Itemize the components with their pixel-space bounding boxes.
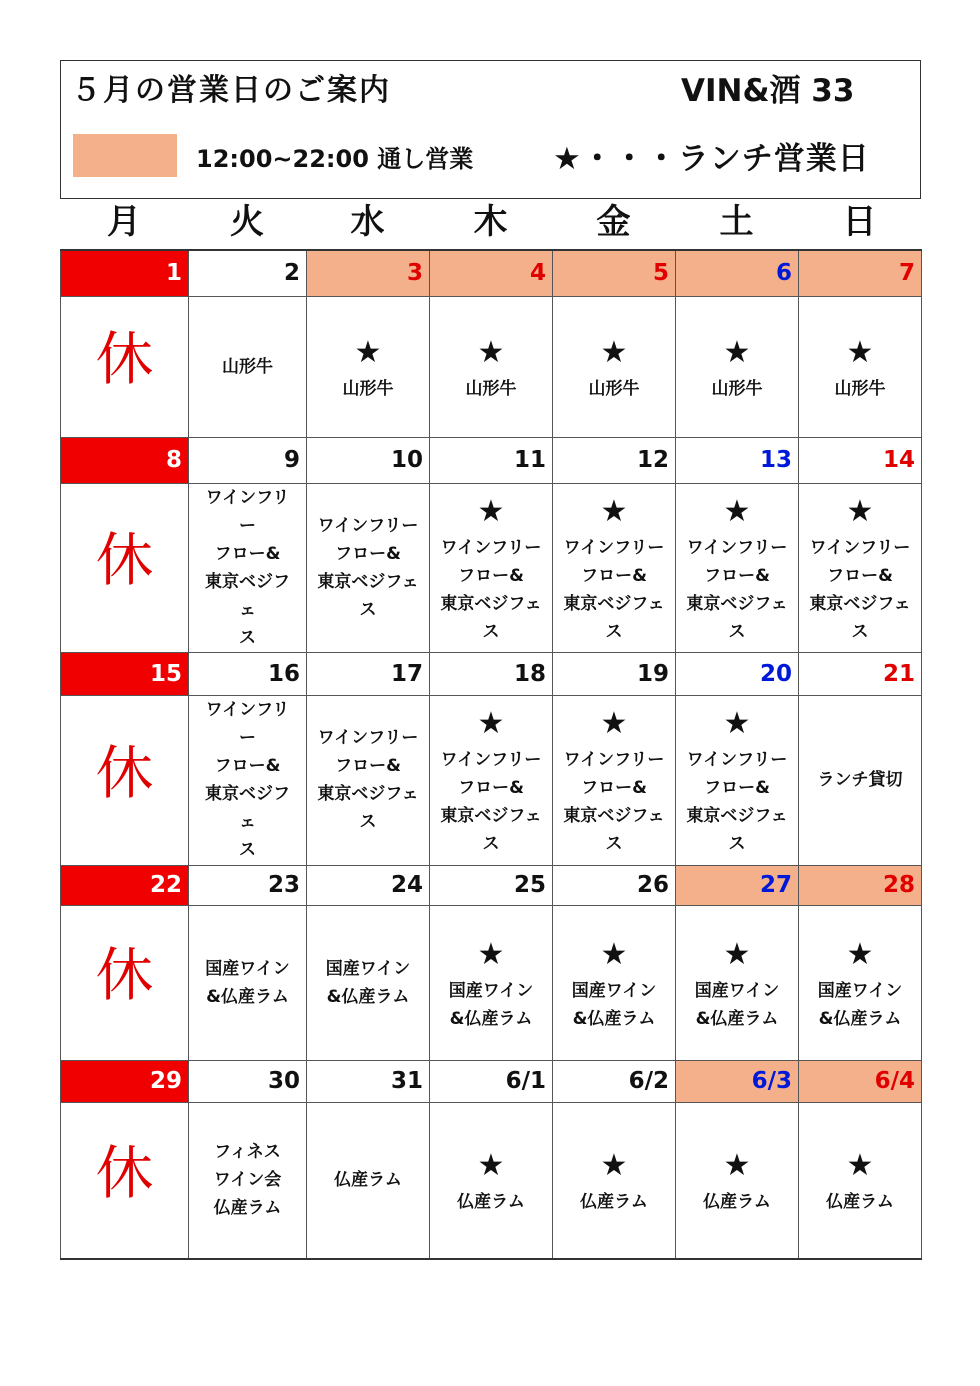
event-text: ス — [239, 627, 256, 648]
event-cell — [799, 905, 922, 1060]
event-text: 国産ワイン — [205, 958, 290, 979]
closed-mark: 休 — [95, 1138, 154, 1207]
event-text: フロー& — [458, 778, 524, 798]
star-icon: ★ — [600, 1148, 628, 1184]
event-text: ワインフリー — [317, 728, 419, 748]
closed-mark: 休 — [95, 941, 154, 1009]
event-text: 東京ベジフェ — [563, 593, 665, 614]
date-cell: 26 — [553, 865, 676, 905]
event-text: ワインフリー — [205, 487, 290, 536]
event-cell — [430, 296, 553, 437]
event-text: 山形牛 — [711, 378, 763, 399]
date-cell: 19 — [553, 652, 676, 695]
event-text: 仏産ラム — [213, 1198, 282, 1219]
event-text: ワインフリー — [440, 750, 542, 770]
event-cell — [189, 905, 307, 1060]
event-text: フロー& — [704, 778, 770, 798]
closed-mark: 休 — [95, 738, 154, 807]
full-day-color-swatch — [73, 134, 177, 177]
date-cell: 31 — [307, 1060, 430, 1102]
date-cell: 30 — [189, 1060, 307, 1102]
event-text: フロー& — [827, 565, 893, 586]
closed-day-cell — [61, 483, 189, 652]
event-cell — [307, 695, 430, 865]
closed-day-cell — [61, 695, 189, 865]
event-cell — [676, 483, 799, 652]
event-text: 東京ベジフェ — [205, 571, 290, 620]
event-cell — [307, 483, 430, 652]
star-icon: ★ — [846, 1148, 874, 1184]
date-cell: 1 — [61, 250, 189, 296]
event-text: &仏産ラム — [326, 986, 410, 1007]
event-text: フロー& — [214, 756, 281, 776]
event-row — [61, 1102, 922, 1259]
date-row — [61, 865, 922, 905]
date-cell: 6/2 — [553, 1060, 676, 1102]
date-cell: 6/3 — [676, 1060, 799, 1102]
date-cell: 10 — [307, 437, 430, 483]
star-icon: ★ — [723, 936, 751, 972]
event-text: ス — [359, 812, 377, 832]
star-icon: ★ — [477, 706, 505, 741]
event-text: ワインフリー — [809, 537, 911, 558]
event-cell — [676, 905, 799, 1060]
event-cell — [553, 695, 676, 865]
star-icon: ★ — [723, 334, 751, 370]
event-cell — [307, 905, 430, 1060]
date-cell: 18 — [430, 652, 553, 695]
date-cell: 23 — [189, 865, 307, 905]
weekday-label: 月 — [107, 202, 141, 242]
date-cell: 8 — [61, 437, 189, 483]
date-cell: 15 — [61, 652, 189, 695]
date-cell: 22 — [61, 865, 189, 905]
event-text: 東京ベジフェ — [440, 593, 542, 614]
event-text: 東京ベジフェ — [809, 593, 911, 614]
event-text: フロー& — [335, 543, 401, 564]
star-icon: ★ — [600, 334, 628, 370]
event-text: ワインフリー — [686, 537, 788, 558]
event-cell — [307, 1102, 430, 1259]
date-cell: 27 — [676, 865, 799, 905]
event-text: 東京ベジフェ — [317, 571, 419, 592]
date-cell: 28 — [799, 865, 922, 905]
event-text: &仏産ラム — [695, 1008, 779, 1029]
star-icon: ★ — [723, 706, 751, 741]
event-cell — [799, 1102, 922, 1259]
header-box — [60, 60, 921, 199]
weekday-header — [60, 199, 921, 249]
event-text: &仏産ラム — [449, 1008, 533, 1029]
event-text: 東京ベジフェ — [440, 806, 542, 826]
event-row — [61, 695, 922, 865]
closed-day-cell — [61, 296, 189, 437]
event-cell — [553, 905, 676, 1060]
date-cell: 11 — [430, 437, 553, 483]
event-text: 国産ワイン — [448, 980, 534, 1001]
date-cell: 3 — [307, 250, 430, 296]
event-text: ス — [605, 621, 623, 642]
event-cell — [430, 695, 553, 865]
event-cell — [553, 296, 676, 437]
event-cell — [799, 296, 922, 437]
closed-day-cell — [61, 1102, 189, 1259]
event-row — [61, 483, 922, 652]
date-cell: 24 — [307, 865, 430, 905]
star-icon: ★ — [600, 936, 628, 972]
date-cell: 5 — [553, 250, 676, 296]
date-cell: 13 — [676, 437, 799, 483]
event-text: 山形牛 — [588, 378, 640, 399]
event-text: 東京ベジフェ — [205, 784, 290, 832]
event-cell — [553, 1102, 676, 1259]
date-row — [61, 1060, 922, 1102]
event-text: &仏産ラム — [818, 1008, 902, 1029]
event-text: 東京ベジフェ — [686, 806, 788, 826]
event-text: &仏産ラム — [572, 1008, 656, 1029]
event-text: 山形牛 — [222, 356, 273, 377]
event-text: 仏産ラム — [826, 1192, 894, 1213]
date-cell: 7 — [799, 250, 922, 296]
event-text: 東京ベジフェ — [563, 806, 665, 826]
star-icon: ★ — [846, 936, 874, 972]
event-text: フィネス — [214, 1142, 281, 1163]
date-cell: 9 — [189, 437, 307, 483]
event-row — [61, 296, 922, 437]
event-cell — [189, 296, 307, 437]
event-text: ス — [239, 840, 256, 860]
date-cell: 17 — [307, 652, 430, 695]
weekday-label: 土 — [719, 202, 754, 242]
event-text: 山形牛 — [465, 378, 517, 399]
event-cell — [430, 1102, 553, 1259]
weekday-label: 木 — [473, 202, 508, 242]
event-cell — [189, 483, 307, 652]
lunch-day-legend: ★・・・ランチ営業日 — [553, 141, 870, 177]
event-text: 国産ワイン — [694, 980, 780, 1001]
event-cell — [676, 695, 799, 865]
event-text: ス — [851, 621, 869, 642]
star-icon: ★ — [600, 493, 628, 529]
event-text: ス — [482, 621, 500, 642]
date-cell: 25 — [430, 865, 553, 905]
weekday-label: 日 — [842, 202, 877, 242]
event-cell — [799, 483, 922, 652]
date-row — [61, 437, 922, 483]
date-row — [61, 250, 922, 296]
event-text: 国産ワイン — [571, 980, 657, 1001]
event-text: ワイン会 — [213, 1170, 282, 1191]
star-icon: ★ — [846, 493, 874, 529]
star-icon: ★ — [477, 334, 505, 370]
date-cell: 6 — [676, 250, 799, 296]
event-cell — [676, 1102, 799, 1259]
event-text: ランチ貸切 — [817, 770, 903, 790]
event-text: フロー& — [581, 565, 647, 586]
page-title: ５月の営業日のご案内 — [71, 73, 391, 108]
date-cell: 20 — [676, 652, 799, 695]
date-cell: 14 — [799, 437, 922, 483]
date-row — [61, 652, 922, 695]
star-icon: ★ — [477, 1148, 505, 1184]
event-text: ワインフリー — [440, 537, 542, 558]
shop-name: VIN&酒 33 — [681, 73, 855, 109]
weekday-label: 火 — [230, 202, 264, 242]
event-row — [61, 905, 922, 1060]
event-text: 仏産ラム — [457, 1192, 525, 1213]
star-icon: ★ — [723, 1148, 751, 1184]
date-cell: 21 — [799, 652, 922, 695]
event-cell — [676, 296, 799, 437]
date-cell: 2 — [189, 250, 307, 296]
event-text: 国産ワイン — [325, 958, 411, 979]
weekday-label: 水 — [350, 202, 385, 242]
event-text: 山形牛 — [834, 378, 886, 399]
event-cell — [430, 905, 553, 1060]
event-text: ス — [359, 599, 377, 620]
event-text: 国産ワイン — [817, 980, 903, 1001]
event-text: ワインフリー — [205, 700, 290, 748]
event-text: ワインフリー — [563, 537, 665, 558]
date-cell: 16 — [189, 652, 307, 695]
event-text: 東京ベジフェ — [317, 784, 419, 804]
weekday-label: 金 — [596, 202, 631, 242]
event-text: 東京ベジフェ — [686, 593, 788, 614]
star-icon: ★ — [846, 334, 874, 370]
event-cell — [799, 695, 922, 865]
date-cell: 6/4 — [799, 1060, 922, 1102]
event-text: フロー& — [214, 543, 281, 564]
event-text: フロー& — [458, 565, 524, 586]
date-cell: 4 — [430, 250, 553, 296]
star-icon: ★ — [723, 493, 751, 529]
star-icon: ★ — [354, 334, 382, 370]
event-cell — [553, 483, 676, 652]
closed-mark: 休 — [95, 325, 154, 393]
event-text: ス — [728, 834, 746, 854]
event-text: 仏産ラム — [334, 1170, 402, 1191]
event-text: ス — [605, 834, 623, 854]
event-cell — [189, 1102, 307, 1259]
event-text: ス — [482, 834, 500, 854]
date-cell: 12 — [553, 437, 676, 483]
event-text: フロー& — [335, 756, 401, 776]
date-cell: 6/1 — [430, 1060, 553, 1102]
event-text: ワインフリー — [686, 750, 788, 770]
event-text: 仏産ラム — [703, 1192, 771, 1213]
date-cell: 29 — [61, 1060, 189, 1102]
event-cell — [307, 296, 430, 437]
event-text: ワインフリー — [563, 750, 665, 770]
event-cell — [189, 695, 307, 865]
event-text: 仏産ラム — [580, 1192, 648, 1213]
event-text: 山形牛 — [342, 378, 394, 399]
business-hours-legend: 12:00~22:00 通し営業 — [196, 145, 474, 173]
event-text: フロー& — [704, 565, 770, 586]
event-cell — [430, 483, 553, 652]
star-icon: ★ — [477, 493, 505, 529]
event-text: ワインフリー — [317, 515, 419, 536]
closed-day-cell — [61, 905, 189, 1060]
closed-mark: 休 — [95, 526, 154, 594]
star-icon: ★ — [477, 936, 505, 972]
event-text: フロー& — [581, 778, 647, 798]
event-text: ス — [728, 621, 746, 642]
calendar-table — [60, 249, 922, 1260]
event-text: &仏産ラム — [206, 986, 289, 1007]
star-icon: ★ — [600, 706, 628, 741]
